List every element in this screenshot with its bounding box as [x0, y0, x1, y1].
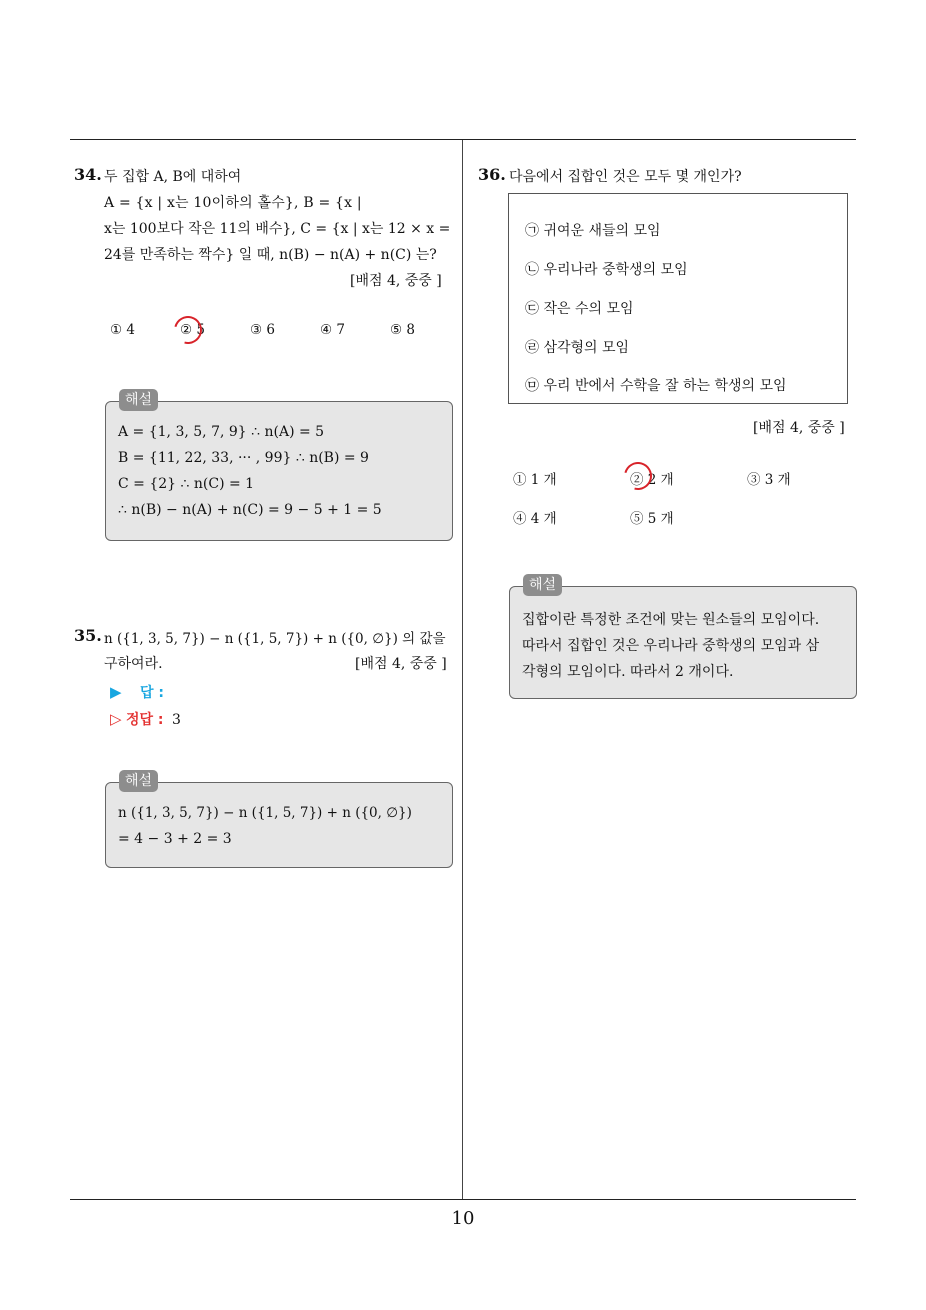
solution-line: 집합이란 특정한 조건에 맞는 원소들의 모임이다.: [522, 612, 820, 628]
solution-box: [105, 782, 453, 868]
answer-row: [110, 682, 164, 702]
items-box: [508, 193, 848, 404]
choice-4[interactable]: ④ 4 개: [513, 511, 557, 527]
choice-2[interactable]: ② 2 개: [630, 472, 674, 488]
question-text: 다음에서 집합인 것은 모두 몇 개인가?: [509, 169, 742, 185]
item-3: ㉢ 작은 수의 모임: [525, 301, 634, 317]
solution-line: B = {11, 22, 33, ··· , 99} ∴ n(B) = 9: [118, 450, 369, 466]
top-rule: [70, 139, 856, 140]
selected-answer-mark: [169, 311, 207, 349]
solution-line: C = {2} ∴ n(C) = 1: [118, 476, 255, 492]
correct-answer-label: 정답 :: [126, 712, 164, 728]
solution-tag: 해설: [119, 389, 158, 411]
correct-arrow-icon: ▷: [110, 710, 122, 728]
solution-line: 따라서 집합인 것은 우리나라 중학생의 모임과 삼: [522, 638, 820, 654]
page-number: 10: [451, 1208, 475, 1229]
item-2: ㉡ 우리나라 중학생의 모임: [525, 262, 688, 278]
question-text-line: 두 집합 A, B에 대하여: [104, 169, 242, 185]
item-1: ㉠ 귀여운 새들의 모임: [525, 223, 661, 239]
choice-5[interactable]: ⑤ 8: [390, 322, 415, 338]
choice-1[interactable]: ① 1 개: [513, 472, 557, 488]
solution-tag: 해설: [523, 574, 562, 596]
choice-4[interactable]: ④ 7: [320, 322, 345, 338]
points-label: [배점 4, 중중 ]: [355, 656, 447, 672]
item-4: ㉣ 삼각형의 모임: [525, 340, 630, 356]
answer-arrow-icon: ▶: [110, 683, 122, 701]
choice-2[interactable]: ② 5: [180, 322, 205, 338]
solution-tag: 해설: [119, 770, 158, 792]
correct-answer-value: 3: [171, 712, 181, 728]
question-text-line: x는 100보다 작은 11의 배수}, C = {x | x는 12 × x =: [104, 221, 451, 237]
question-text-line: A = {x | x는 10이하의 홀수}, B = {x |: [104, 195, 362, 211]
column-divider: [462, 140, 463, 1200]
solution-box: [105, 401, 453, 541]
choice-3[interactable]: ③ 3 개: [747, 472, 791, 488]
question-text-line: n ({1, 3, 5, 7}) − n ({1, 5, 7}) + n ({0, ∅}) 의 값을: [104, 631, 446, 647]
question-text-line: 24를 만족하는 짝수} 일 때, n(B) − n(A) + n(C) 는?: [104, 247, 437, 263]
solution-line: A = {1, 3, 5, 7, 9} ∴ n(A) = 5: [118, 424, 325, 440]
solution-line: n ({1, 3, 5, 7}) − n ({1, 5, 7}) + n ({0, ∅}): [118, 805, 412, 821]
bottom-rule: [70, 1199, 856, 1200]
solution-line: ∴ n(B) − n(A) + n(C) = 9 − 5 + 1 = 5: [118, 502, 382, 518]
correct-answer-row: [110, 709, 181, 729]
question-number: 34.: [74, 165, 102, 184]
solution-box: [509, 586, 857, 699]
answer-label: 답 :: [140, 685, 164, 701]
choice-5[interactable]: ⑤ 5 개: [630, 511, 674, 527]
question-number: 36.: [478, 165, 506, 184]
points-label: [배점 4, 중중 ]: [350, 273, 442, 289]
question-text-line: 구하여라.: [104, 656, 163, 672]
points-label: [배점 4, 중중 ]: [753, 420, 845, 436]
choice-1[interactable]: ① 4: [110, 322, 135, 338]
choice-3[interactable]: ③ 6: [250, 322, 275, 338]
item-5: ㉤ 우리 반에서 수학을 잘 하는 학생의 모임: [525, 378, 787, 394]
selected-answer-mark: [619, 457, 657, 495]
solution-line: 각형의 모임이다. 따라서 2 개이다.: [522, 664, 734, 680]
solution-line: = 4 − 3 + 2 = 3: [118, 831, 232, 847]
question-number: 35.: [74, 626, 102, 645]
